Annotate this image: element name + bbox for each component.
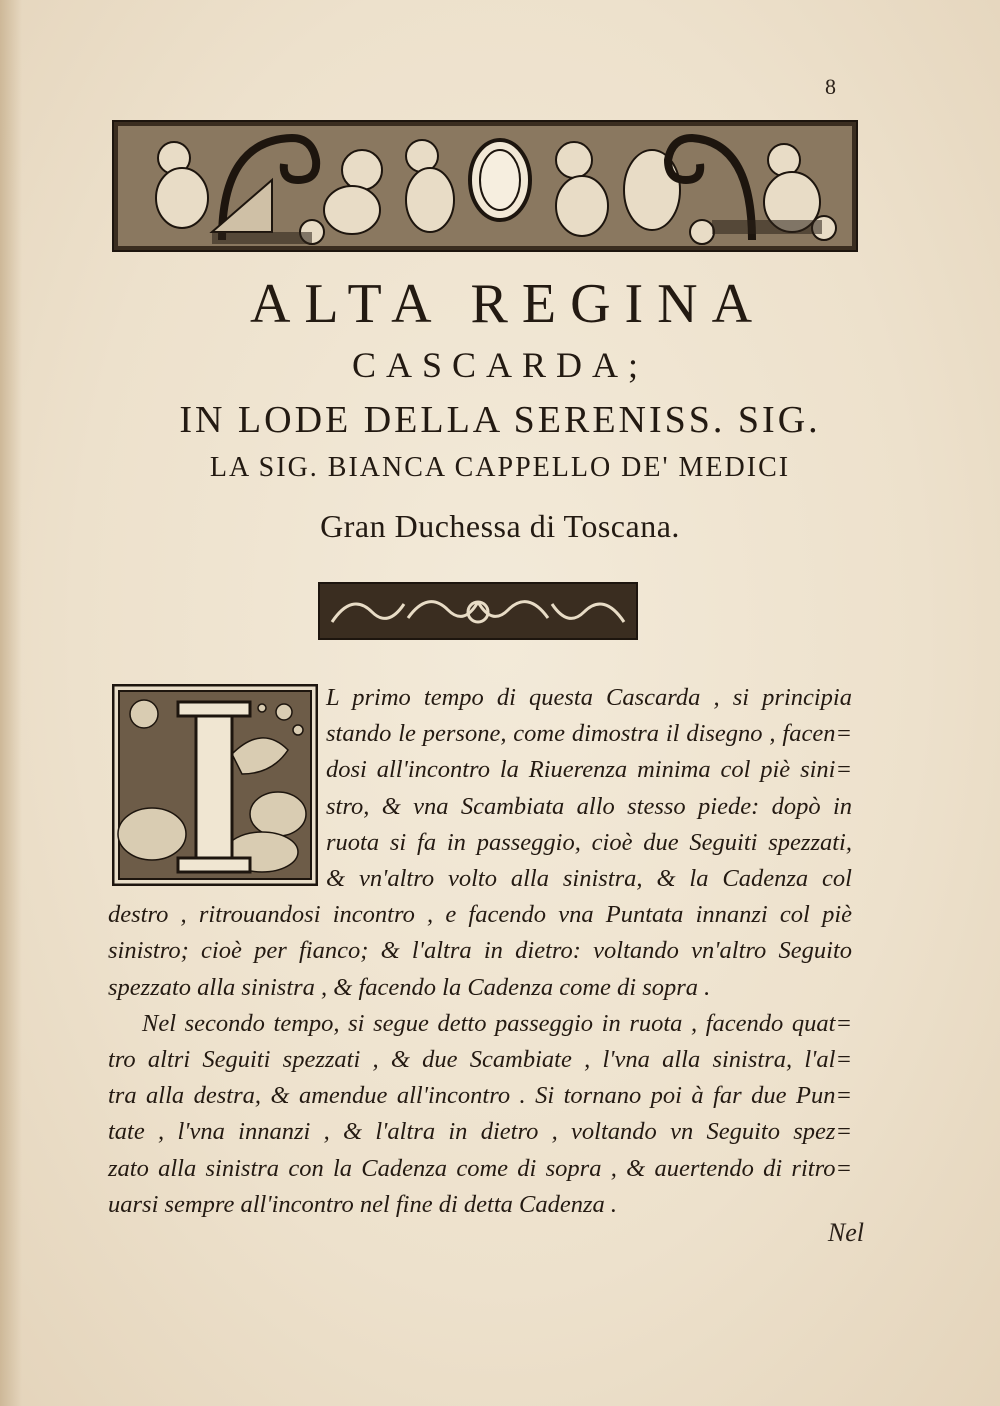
page-number: 8	[825, 74, 836, 99]
text-line: L primo tempo di questa Cascarda , si principia	[326, 684, 852, 711]
text-line: stro, & vna Scambiata allo stesso piede: dopò in	[326, 792, 852, 820]
heading-cascarda: CASCARDA;	[351, 345, 649, 385]
paragraph-2	[108, 1006, 852, 1223]
text-line: stando le persone, come dimostra il disegno , facen=	[326, 720, 852, 748]
catchword: Nel	[827, 1218, 864, 1247]
text-line: tro altri Seguiti spezzati , & due Scambiate , l'vna alla sinistra, l'al=	[108, 1046, 852, 1074]
text-line: sinistro; cioè per fianco; & l'altra in dietro: voltando vn'altro Seguito	[108, 937, 852, 965]
text-line: spezzato alla sinistra , & facendo la Cadenza come di sopra .	[108, 973, 711, 1001]
heading-dedicatee-title: Gran Duchessa di Toscana.	[320, 508, 680, 544]
text-line: & vn'altro volto alla sinistra, & la Cadenza col	[326, 865, 852, 893]
paragraph-1	[108, 680, 852, 1006]
text-line: uarsi sempre all'incontro nel fine di detta Cadenza .	[108, 1190, 618, 1218]
heading-alta-regina: ALTA REGINA	[249, 273, 767, 335]
text-line: ruota si fa in passeggio, cioè due Seguiti spezzati,	[326, 828, 852, 856]
heading-dedicatee-name: LA SIG. BIANCA CAPPELLO DE' MEDICI	[209, 452, 791, 483]
heading-dedication: IN LODE DELLA SERENISS. SIG.	[179, 399, 821, 441]
body-text	[108, 680, 852, 1223]
text-line: dosi all'incontro la Riuerenza minima col piè sini=	[326, 756, 852, 784]
woodcut-headpiece	[112, 120, 858, 252]
text-line: tate , l'vna innanzi , & l'altra in dietro , voltando vn Seguito spez=	[108, 1118, 852, 1146]
text-line: tra alla destra, & amendue all'incontro . Si tornano poi à far due Pun=	[108, 1082, 852, 1110]
ornament-band	[318, 582, 638, 640]
text-line: zato alla sinistra con la Cadenza come di sopra , & auertendo di ritro=	[108, 1154, 852, 1182]
text-line: Nel secondo tempo, si segue detto passeggio in ruota , facendo quat=	[142, 1009, 852, 1037]
page-edge-shadow	[0, 0, 22, 1406]
text-line: destro , ritrouandosi incontro , e facendo vna Puntata innanzi col piè	[108, 901, 852, 929]
